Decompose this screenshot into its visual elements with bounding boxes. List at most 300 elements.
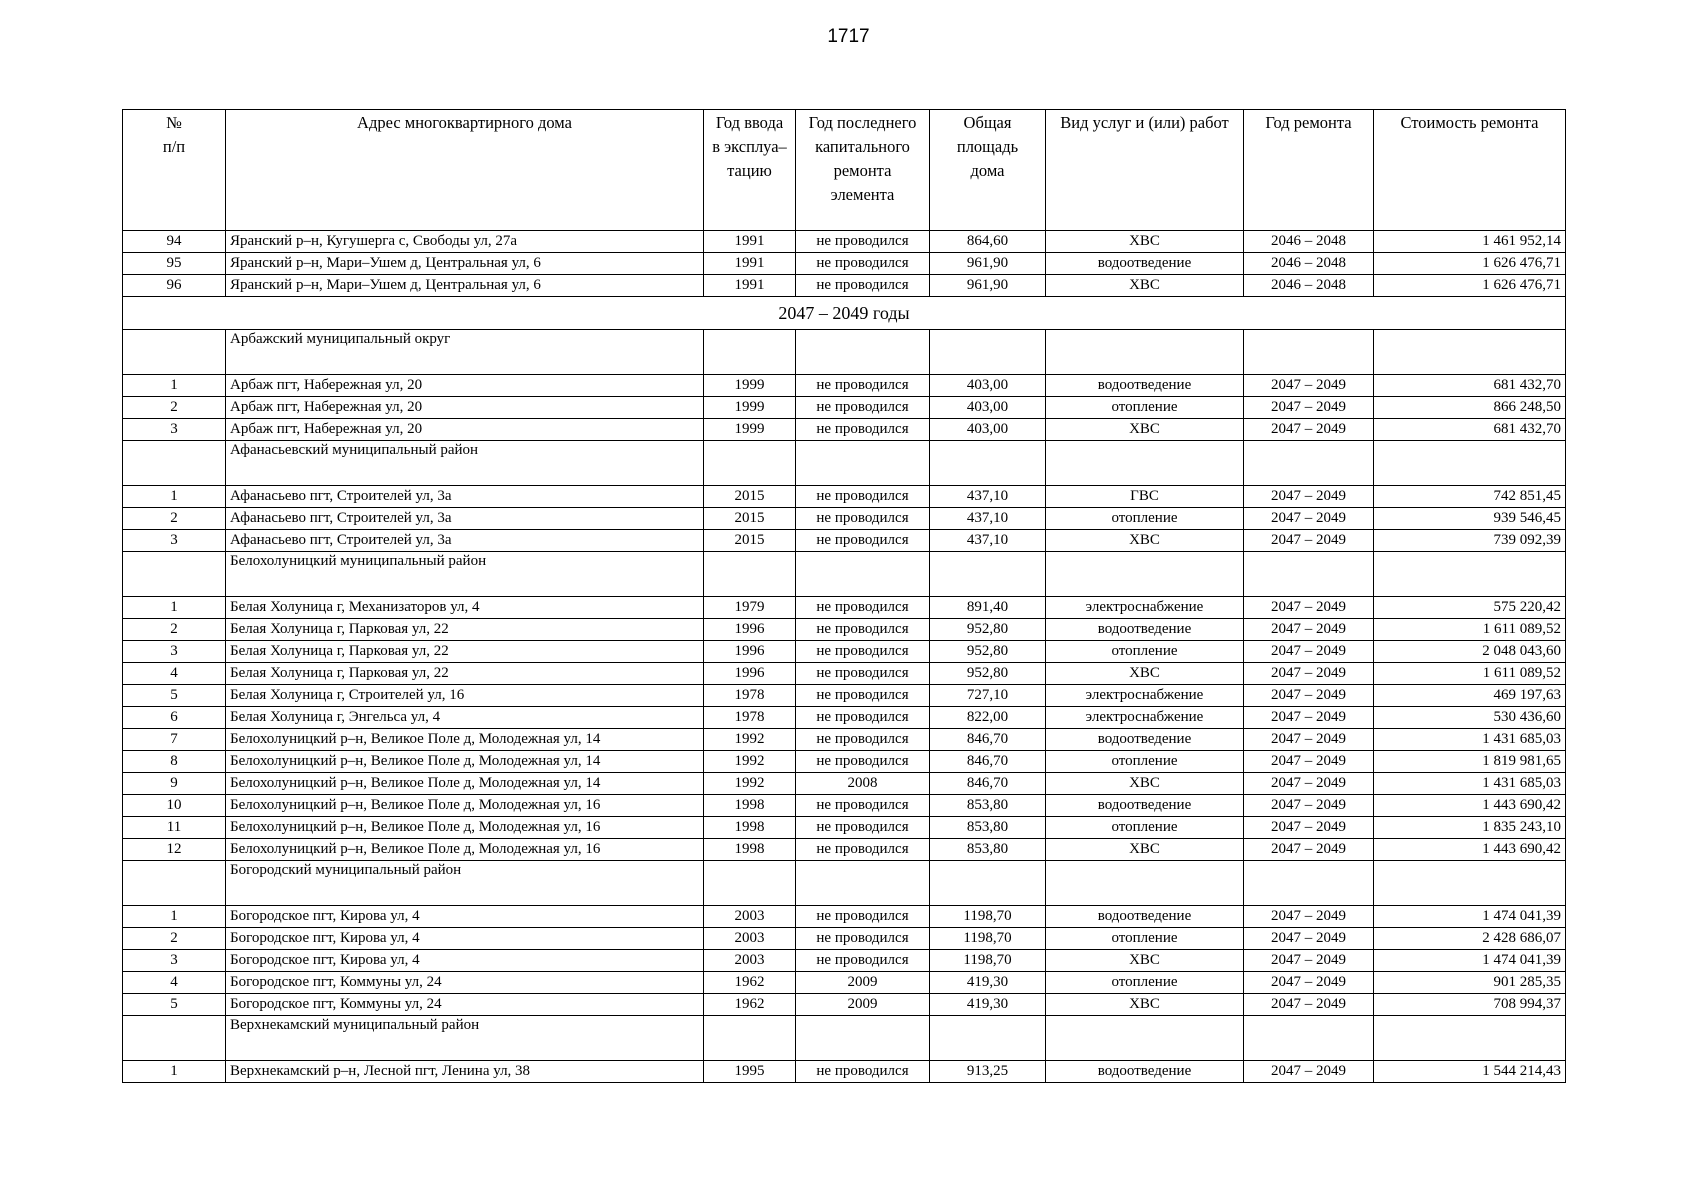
district-name: Белохолуницкий муниципальный район [226,552,704,597]
cell-last-repair: не проводился [796,839,930,861]
cell-service: ГВС [1046,486,1244,508]
cell-last-repair: не проводился [796,530,930,552]
cell-cost: 2 048 043,60 [1374,641,1566,663]
cell-service: отопление [1046,397,1244,419]
cell-cost: 1 474 041,39 [1374,906,1566,928]
cell-service: отопление [1046,751,1244,773]
cell-year-commissioned: 1991 [704,253,796,275]
cell-last-repair: не проводился [796,795,930,817]
col-header-num: № п/п [123,110,226,231]
cell-repair-years: 2047 – 2049 [1244,619,1374,641]
cell-service: ХВС [1046,773,1244,795]
district-name: Верхнекамский муниципальный район [226,1016,704,1061]
cell-cost: 1 626 476,71 [1374,275,1566,297]
cell-address: Богородское пгт, Кирова ул, 4 [226,950,704,972]
cell-last-repair: не проводился [796,817,930,839]
cell-num: 94 [123,231,226,253]
period-row [123,297,1566,330]
table-row [123,231,1566,253]
cell-last-repair: не проводился [796,707,930,729]
cell-num: 3 [123,530,226,552]
cell-last-repair: не проводился [796,486,930,508]
empty-cell [1046,552,1244,597]
cell-area: 437,10 [930,530,1046,552]
cell-num: 3 [123,419,226,441]
cell-repair-years: 2047 – 2049 [1244,817,1374,839]
empty-cell [1374,552,1566,597]
cell-address: Белая Холуница г, Парковая ул, 22 [226,641,704,663]
col-header-service: Вид услуг и (или) работ [1046,110,1244,231]
cell-service: ХВС [1046,950,1244,972]
table-row [123,729,1566,751]
cell-last-repair: 2008 [796,773,930,795]
cell-last-repair: не проводился [796,275,930,297]
cell-num: 6 [123,707,226,729]
cell-address: Белая Холуница г, Строителей ул, 16 [226,685,704,707]
cell-year-commissioned: 2003 [704,906,796,928]
cell-num: 9 [123,773,226,795]
cell-repair-years: 2047 – 2049 [1244,928,1374,950]
cell-year-commissioned: 2015 [704,486,796,508]
cell-num: 12 [123,839,226,861]
cell-service: водоотведение [1046,795,1244,817]
cell-last-repair: не проводился [796,928,930,950]
table-row [123,486,1566,508]
cell-repair-years: 2046 – 2048 [1244,231,1374,253]
col-header-cost: Стоимость ремонта [1374,110,1566,231]
col-header-address: Адрес многоквартирного дома [226,110,704,231]
district-header-row [123,1016,1566,1061]
cell-area: 913,25 [930,1061,1046,1083]
cell-repair-years: 2047 – 2049 [1244,994,1374,1016]
empty-cell [1374,861,1566,906]
cell-last-repair: не проводился [796,375,930,397]
table-row [123,419,1566,441]
cell-repair-years: 2047 – 2049 [1244,685,1374,707]
district-header-row [123,330,1566,375]
col-header-last-repair: Год последнего капитального ремонта элемента [796,110,930,231]
cell-year-commissioned: 1998 [704,817,796,839]
empty-cell [123,441,226,486]
cell-cost: 681 432,70 [1374,419,1566,441]
cell-cost: 1 461 952,14 [1374,231,1566,253]
cell-area: 822,00 [930,707,1046,729]
cell-address: Богородское пгт, Коммуны ул, 24 [226,994,704,1016]
cell-area: 403,00 [930,397,1046,419]
empty-cell [930,441,1046,486]
cell-service: ХВС [1046,994,1244,1016]
cell-repair-years: 2047 – 2049 [1244,597,1374,619]
cell-repair-years: 2047 – 2049 [1244,508,1374,530]
cell-year-commissioned: 1978 [704,707,796,729]
cell-cost: 1 474 041,39 [1374,950,1566,972]
cell-area: 419,30 [930,994,1046,1016]
cell-cost: 901 285,35 [1374,972,1566,994]
cell-address: Яранский р–н, Кугушерга с, Свободы ул, 27а [226,231,704,253]
cell-num: 1 [123,597,226,619]
empty-cell [123,330,226,375]
cell-area: 952,80 [930,663,1046,685]
cell-num: 1 [123,375,226,397]
cell-year-commissioned: 1962 [704,972,796,994]
cell-num: 1 [123,486,226,508]
empty-cell [123,861,226,906]
repair-schedule-table [122,109,1566,1083]
cell-service: водоотведение [1046,1061,1244,1083]
cell-last-repair: 2009 [796,972,930,994]
table-row [123,751,1566,773]
cell-repair-years: 2046 – 2048 [1244,253,1374,275]
cell-num: 2 [123,397,226,419]
table-row [123,994,1566,1016]
cell-service: водоотведение [1046,729,1244,751]
cell-year-commissioned: 2003 [704,928,796,950]
cell-num: 8 [123,751,226,773]
cell-year-commissioned: 1995 [704,1061,796,1083]
empty-cell [930,861,1046,906]
cell-address: Белохолуницкий р–н, Великое Поле д, Молодежная ул, 14 [226,729,704,751]
cell-cost: 1 626 476,71 [1374,253,1566,275]
cell-address: Арбаж пгт, Набережная ул, 20 [226,419,704,441]
cell-area: 1198,70 [930,928,1046,950]
cell-num: 2 [123,619,226,641]
empty-cell [704,441,796,486]
cell-service: водоотведение [1046,375,1244,397]
empty-cell [1374,1016,1566,1061]
cell-area: 853,80 [930,817,1046,839]
cell-last-repair: не проводился [796,729,930,751]
cell-year-commissioned: 2015 [704,508,796,530]
empty-cell [796,861,930,906]
cell-cost: 1 611 089,52 [1374,663,1566,685]
cell-repair-years: 2047 – 2049 [1244,773,1374,795]
cell-repair-years: 2047 – 2049 [1244,795,1374,817]
cell-year-commissioned: 1999 [704,419,796,441]
empty-cell [704,1016,796,1061]
cell-num: 3 [123,950,226,972]
table-row [123,597,1566,619]
cell-repair-years: 2047 – 2049 [1244,419,1374,441]
cell-cost: 1 819 981,65 [1374,751,1566,773]
cell-num: 1 [123,1061,226,1083]
cell-address: Белая Холуница г, Парковая ул, 22 [226,619,704,641]
cell-address: Богородское пгт, Кирова ул, 4 [226,906,704,928]
cell-area: 891,40 [930,597,1046,619]
cell-cost: 1 443 690,42 [1374,839,1566,861]
empty-cell [1374,441,1566,486]
cell-service: отопление [1046,972,1244,994]
cell-repair-years: 2047 – 2049 [1244,972,1374,994]
cell-area: 961,90 [930,275,1046,297]
cell-area: 846,70 [930,751,1046,773]
cell-repair-years: 2047 – 2049 [1244,729,1374,751]
district-header-row [123,441,1566,486]
cell-num: 2 [123,928,226,950]
cell-year-commissioned: 1992 [704,773,796,795]
cell-year-commissioned: 2003 [704,950,796,972]
cell-area: 961,90 [930,253,1046,275]
empty-cell [1046,861,1244,906]
cell-last-repair: не проводился [796,231,930,253]
empty-cell [1046,1016,1244,1061]
cell-service: ХВС [1046,663,1244,685]
cell-last-repair: не проводился [796,906,930,928]
cell-area: 853,80 [930,839,1046,861]
cell-repair-years: 2047 – 2049 [1244,950,1374,972]
table-row [123,253,1566,275]
district-header-row [123,552,1566,597]
cell-num: 2 [123,508,226,530]
cell-repair-years: 2047 – 2049 [1244,751,1374,773]
cell-cost: 469 197,63 [1374,685,1566,707]
page-number: 1717 [827,26,870,47]
cell-area: 952,80 [930,619,1046,641]
cell-address: Афанасьево пгт, Строителей ул, 3а [226,530,704,552]
cell-cost: 681 432,70 [1374,375,1566,397]
cell-num: 95 [123,253,226,275]
cell-address: Яранский р–н, Мари–Ушем д, Центральная ул, 6 [226,253,704,275]
cell-repair-years: 2046 – 2048 [1244,275,1374,297]
cell-address: Яранский р–н, Мари–Ушем д, Центральная ул, 6 [226,275,704,297]
empty-cell [796,1016,930,1061]
cell-area: 437,10 [930,486,1046,508]
empty-cell [796,441,930,486]
cell-service: ХВС [1046,530,1244,552]
cell-service: отопление [1046,817,1244,839]
cell-service: ХВС [1046,275,1244,297]
cell-cost: 939 546,45 [1374,508,1566,530]
cell-cost: 2 428 686,07 [1374,928,1566,950]
district-name: Арбажский муниципальный округ [226,330,704,375]
table-row [123,397,1566,419]
empty-cell [1244,861,1374,906]
table-row [123,928,1566,950]
cell-repair-years: 2047 – 2049 [1244,906,1374,928]
cell-cost: 739 092,39 [1374,530,1566,552]
empty-cell [704,861,796,906]
cell-area: 846,70 [930,729,1046,751]
cell-service: ХВС [1046,419,1244,441]
cell-repair-years: 2047 – 2049 [1244,707,1374,729]
cell-address: Арбаж пгт, Набережная ул, 20 [226,375,704,397]
cell-repair-years: 2047 – 2049 [1244,1061,1374,1083]
empty-cell [1244,552,1374,597]
cell-year-commissioned: 2015 [704,530,796,552]
district-header-row [123,861,1566,906]
empty-cell [1046,330,1244,375]
cell-num: 11 [123,817,226,839]
table-row [123,685,1566,707]
cell-area: 403,00 [930,419,1046,441]
cell-last-repair: не проводился [796,597,930,619]
cell-cost: 1 544 214,43 [1374,1061,1566,1083]
cell-repair-years: 2047 – 2049 [1244,663,1374,685]
cell-num: 4 [123,972,226,994]
cell-address: Белая Холуница г, Механизаторов ул, 4 [226,597,704,619]
cell-last-repair: не проводился [796,619,930,641]
cell-cost: 742 851,45 [1374,486,1566,508]
empty-cell [1244,330,1374,375]
col-header-year-commissioned: Год ввода в эксплуа– тацию [704,110,796,231]
cell-last-repair: не проводился [796,419,930,441]
cell-repair-years: 2047 – 2049 [1244,839,1374,861]
cell-year-commissioned: 1996 [704,641,796,663]
cell-last-repair: не проводился [796,253,930,275]
table-row [123,530,1566,552]
empty-cell [1374,330,1566,375]
cell-service: электроснабжение [1046,707,1244,729]
cell-address: Богородское пгт, Кирова ул, 4 [226,928,704,950]
table-body [123,231,1566,1083]
empty-cell [704,552,796,597]
table-row [123,641,1566,663]
cell-cost: 866 248,50 [1374,397,1566,419]
cell-cost: 1 835 243,10 [1374,817,1566,839]
cell-service: электроснабжение [1046,597,1244,619]
table-row [123,1061,1566,1083]
table-row [123,817,1566,839]
table-row [123,508,1566,530]
cell-area: 1198,70 [930,950,1046,972]
cell-cost: 1 443 690,42 [1374,795,1566,817]
cell-area: 1198,70 [930,906,1046,928]
empty-cell [796,552,930,597]
cell-area: 952,80 [930,641,1046,663]
cell-repair-years: 2047 – 2049 [1244,375,1374,397]
table-row [123,663,1566,685]
cell-year-commissioned: 1998 [704,839,796,861]
table-row [123,972,1566,994]
empty-cell [930,552,1046,597]
cell-address: Белохолуницкий р–н, Великое Поле д, Молодежная ул, 16 [226,817,704,839]
empty-cell [1244,441,1374,486]
district-name: Афанасьевский муниципальный район [226,441,704,486]
cell-service: отопление [1046,641,1244,663]
cell-num: 7 [123,729,226,751]
cell-num: 10 [123,795,226,817]
cell-last-repair: не проводился [796,751,930,773]
cell-year-commissioned: 1962 [704,994,796,1016]
cell-num: 3 [123,641,226,663]
table-row [123,375,1566,397]
table-row [123,707,1566,729]
cell-address: Белая Холуница г, Парковая ул, 22 [226,663,704,685]
cell-service: отопление [1046,508,1244,530]
cell-address: Белохолуницкий р–н, Великое Поле д, Молодежная ул, 16 [226,795,704,817]
cell-address: Афанасьево пгт, Строителей ул, 3а [226,508,704,530]
cell-last-repair: не проводился [796,1061,930,1083]
cell-year-commissioned: 1996 [704,619,796,641]
cell-year-commissioned: 1996 [704,663,796,685]
cell-num: 5 [123,685,226,707]
empty-cell [1244,1016,1374,1061]
cell-area: 864,60 [930,231,1046,253]
cell-address: Белохолуницкий р–н, Великое Поле д, Молодежная ул, 14 [226,773,704,795]
cell-address: Верхнекамский р–н, Лесной пгт, Ленина ул, 38 [226,1061,704,1083]
cell-cost: 1 611 089,52 [1374,619,1566,641]
cell-last-repair: не проводился [796,685,930,707]
cell-cost: 575 220,42 [1374,597,1566,619]
cell-service: водоотведение [1046,253,1244,275]
table-row [123,275,1566,297]
cell-year-commissioned: 1998 [704,795,796,817]
cell-last-repair: не проводился [796,397,930,419]
table-row [123,906,1566,928]
empty-cell [123,1016,226,1061]
cell-year-commissioned: 1992 [704,751,796,773]
cell-area: 437,10 [930,508,1046,530]
table-row [123,839,1566,861]
cell-area: 419,30 [930,972,1046,994]
cell-area: 727,10 [930,685,1046,707]
cell-year-commissioned: 1999 [704,397,796,419]
cell-year-commissioned: 1991 [704,275,796,297]
cell-num: 4 [123,663,226,685]
cell-address: Арбаж пгт, Набережная ул, 20 [226,397,704,419]
cell-address: Белохолуницкий р–н, Великое Поле д, Молодежная ул, 16 [226,839,704,861]
cell-last-repair: 2009 [796,994,930,1016]
cell-service: электроснабжение [1046,685,1244,707]
cell-last-repair: не проводился [796,950,930,972]
cell-service: ХВС [1046,231,1244,253]
empty-cell [123,552,226,597]
empty-cell [796,330,930,375]
cell-service: водоотведение [1046,619,1244,641]
cell-area: 846,70 [930,773,1046,795]
empty-cell [704,330,796,375]
cell-num: 1 [123,906,226,928]
cell-year-commissioned: 1978 [704,685,796,707]
cell-num: 96 [123,275,226,297]
cell-last-repair: не проводился [796,641,930,663]
col-header-repair-years: Год ремонта [1244,110,1374,231]
cell-last-repair: не проводился [796,663,930,685]
cell-address: Белохолуницкий р–н, Великое Поле д, Молодежная ул, 14 [226,751,704,773]
cell-repair-years: 2047 – 2049 [1244,397,1374,419]
table-row [123,950,1566,972]
cell-service: ХВС [1046,839,1244,861]
col-header-area: Общая площадь дома [930,110,1046,231]
cell-area: 403,00 [930,375,1046,397]
cell-year-commissioned: 1991 [704,231,796,253]
cell-cost: 1 431 685,03 [1374,773,1566,795]
empty-cell [1046,441,1244,486]
cell-address: Белая Холуница г, Энгельса ул, 4 [226,707,704,729]
table-row [123,619,1566,641]
empty-cell [930,1016,1046,1061]
cell-year-commissioned: 1979 [704,597,796,619]
cell-service: отопление [1046,928,1244,950]
cell-year-commissioned: 1999 [704,375,796,397]
table-header [123,110,1566,231]
table-row [123,773,1566,795]
cell-area: 853,80 [930,795,1046,817]
cell-cost: 530 436,60 [1374,707,1566,729]
cell-repair-years: 2047 – 2049 [1244,530,1374,552]
cell-address: Афанасьево пгт, Строителей ул, 3а [226,486,704,508]
cell-cost: 1 431 685,03 [1374,729,1566,751]
table-row [123,795,1566,817]
period-title: 2047 – 2049 годы [123,297,1566,330]
cell-cost: 708 994,37 [1374,994,1566,1016]
cell-address: Богородское пгт, Коммуны ул, 24 [226,972,704,994]
cell-year-commissioned: 1992 [704,729,796,751]
cell-repair-years: 2047 – 2049 [1244,486,1374,508]
cell-repair-years: 2047 – 2049 [1244,641,1374,663]
district-name: Богородский муниципальный район [226,861,704,906]
empty-cell [930,330,1046,375]
cell-num: 5 [123,994,226,1016]
